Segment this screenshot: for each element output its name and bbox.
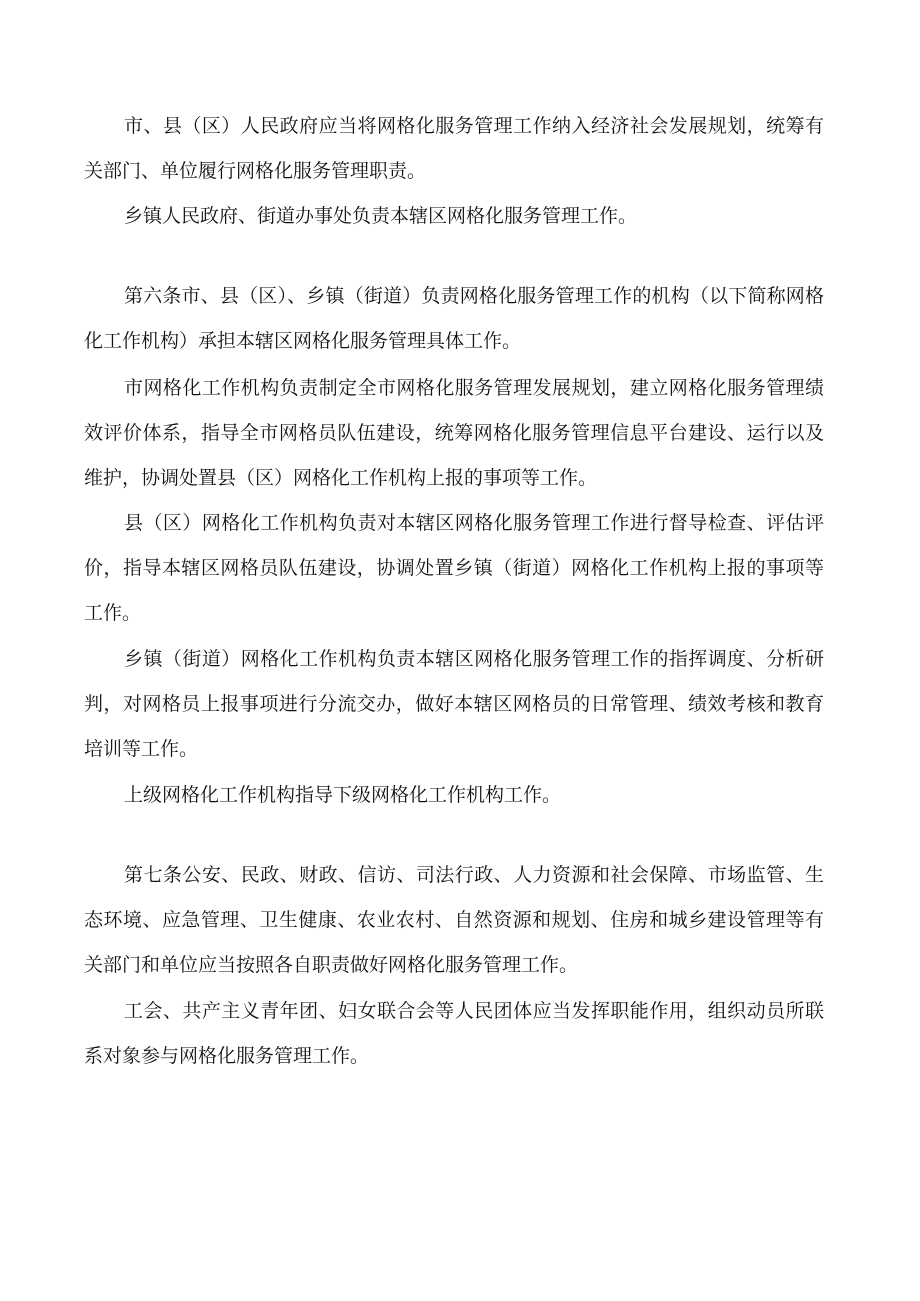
paragraph-article-seven: 第七条公安、民政、财政、信访、司法行政、人力资源和社会保障、市场监管、生态环境、应急管理、卫生健康、农业农村、自然资源和规划、住房和城乡建设管理等有关部门和单位应当按照各自职责做好网格化服务管理工作。	[84, 864, 824, 976]
paragraph-mass-organizations: 工会、共产主义青年团、妇女联合会等人民团体应当发挥职能作用，组织动员所联系对象参与网格化服务管理工作。	[84, 1000, 824, 1067]
paragraph-city-agency-duties: 市网格化工作机构负责制定全市网格化服务管理发展规划，建立网格化服务管理绩效评价体系，指导全市网格员队伍建设，统筹网格化服务管理信息平台建设、运行以及维护，协调处置县（区）网格化工作机构上报的事项等工作。	[84, 377, 824, 489]
paragraph-county-agency-duties: 县（区）网格化工作机构负责对本辖区网格化服务管理工作进行督导检查、评估评价，指导本辖区网格员队伍建设，协调处置乡镇（街道）网格化工作机构上报的事项等工作。	[84, 512, 824, 624]
paragraph-municipal-government-duties: 市、县（区）人民政府应当将网格化服务管理工作纳入经济社会发展规划，统筹有关部门、单位履行网格化服务管理职责。	[84, 115, 824, 182]
paragraph-article-six: 第六条市、县（区）、乡镇（街道）负责网格化服务管理工作的机构（以下简称网格化工作机构）承担本辖区网格化服务管理具体工作。	[84, 285, 824, 352]
paragraph-township-responsibility: 乡镇人民政府、街道办事处负责本辖区网格化服务管理工作。	[124, 205, 638, 227]
paragraph-upper-level-guidance: 上级网格化工作机构指导下级网格化工作机构工作。	[124, 784, 562, 806]
paragraph-township-agency-duties: 乡镇（街道）网格化工作机构负责本辖区网格化服务管理工作的指挥调度、分析研判，对网格员上报事项进行分流交办，做好本辖区网格员的日常管理、绩效考核和教育培训等工作。	[84, 648, 824, 760]
